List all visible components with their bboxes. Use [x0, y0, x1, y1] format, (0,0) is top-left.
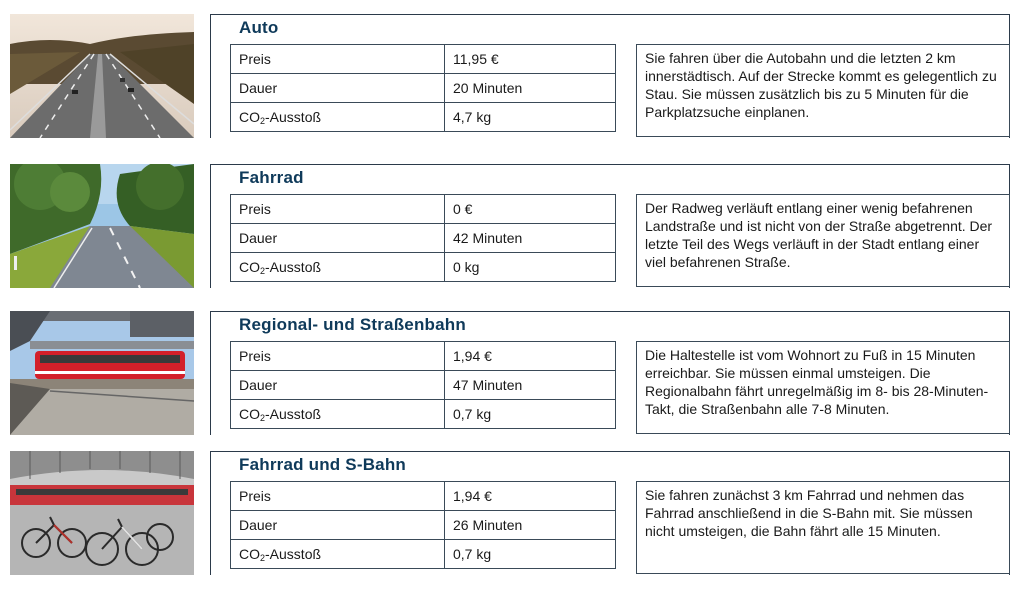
table-row: [231, 74, 616, 103]
option-title: Regional- und Straßenbahn: [239, 315, 466, 334]
option-title: Fahrrad und S-Bahn: [239, 455, 406, 474]
table-row: [231, 511, 616, 540]
co2-value: 0,7 kg: [445, 540, 616, 569]
option-facts-table: [230, 341, 616, 429]
price-label: Preis: [231, 482, 445, 511]
table-row: [231, 342, 616, 371]
option-facts-table: [230, 481, 616, 569]
price-label: Preis: [231, 342, 445, 371]
co2-value: 4,7 kg: [445, 103, 616, 132]
table-row: [231, 540, 616, 569]
co2-label: $CO_2$-Ausstoß: [231, 253, 445, 282]
bicycles-station-photo: [10, 451, 194, 575]
table-row: [231, 103, 616, 132]
co2-label: $CO_2$-Ausstoß: [231, 103, 445, 132]
option-facts-table: [230, 194, 616, 282]
option-card-regionalbahn: [0, 311, 1024, 451]
highway-photo: [10, 14, 194, 138]
duration-value: 26 Minuten: [445, 511, 616, 540]
duration-label: Dauer: [231, 224, 445, 253]
option-description: Die Haltestelle ist vom Wohnort zu Fuß in 15 Minuten erreichbar. Sie müssen einmal umsteigen. Die Regionalbahn fährt unregelmäßig im 8- bis 28-Minuten-Takt, die Straßenbahn alle 7-8 Minuten.: [636, 341, 1010, 434]
regional-train-photo: [10, 311, 194, 435]
price-label: Preis: [231, 195, 445, 224]
option-card-fahrrad-s-bahn: [0, 451, 1024, 591]
price-label: Preis: [231, 45, 445, 74]
option-description: Sie fahren zunächst 3 km Fahrrad und nehmen das Fahrrad anschließend in die S-Bahn mit. Sie müssen nicht umsteigen, die Bahn fährt alle 15 Minuten.: [636, 481, 1010, 574]
price-value: 1,94 €: [445, 342, 616, 371]
duration-label: Dauer: [231, 511, 445, 540]
option-card-auto: [0, 14, 1024, 154]
option-description: Der Radweg verläuft entlang einer wenig befahrenen Landstraße und ist nicht von der Straße abgetrennt. Der letzte Teil des Wegs verläuft in der Stadt entlang einer viel befahrenen Straße.: [636, 194, 1010, 287]
table-row: [231, 482, 616, 511]
duration-value: 20 Minuten: [445, 74, 616, 103]
table-row: [231, 195, 616, 224]
option-description: Sie fahren über die Autobahn und die letzten 2 km innerstädtisch. Auf der Strecke kommt es gelegentlich zu Stau. Sie müssen zusätzlich bis zu 5 Minuten für die Parkplatzsuche einplanen.: [636, 44, 1010, 137]
duration-label: Dauer: [231, 371, 445, 400]
co2-value: 0 kg: [445, 253, 616, 282]
duration-value: 42 Minuten: [445, 224, 616, 253]
co2-label: $CO_2$-Ausstoß: [231, 540, 445, 569]
table-row: [231, 371, 616, 400]
price-value: 0 €: [445, 195, 616, 224]
table-row: [231, 45, 616, 74]
table-row: [231, 224, 616, 253]
price-value: 1,94 €: [445, 482, 616, 511]
option-title: Fahrrad: [239, 168, 304, 187]
country-road-photo: [10, 164, 194, 288]
duration-label: Dauer: [231, 74, 445, 103]
option-card-fahrrad: [0, 164, 1024, 304]
duration-value: 47 Minuten: [445, 371, 616, 400]
option-facts-table: [230, 44, 616, 132]
price-value: 11,95 €: [445, 45, 616, 74]
option-title: Auto: [239, 18, 279, 37]
table-row: [231, 400, 616, 429]
co2-value: 0,7 kg: [445, 400, 616, 429]
table-row: [231, 253, 616, 282]
co2-label: $CO_2$-Ausstoß: [231, 400, 445, 429]
